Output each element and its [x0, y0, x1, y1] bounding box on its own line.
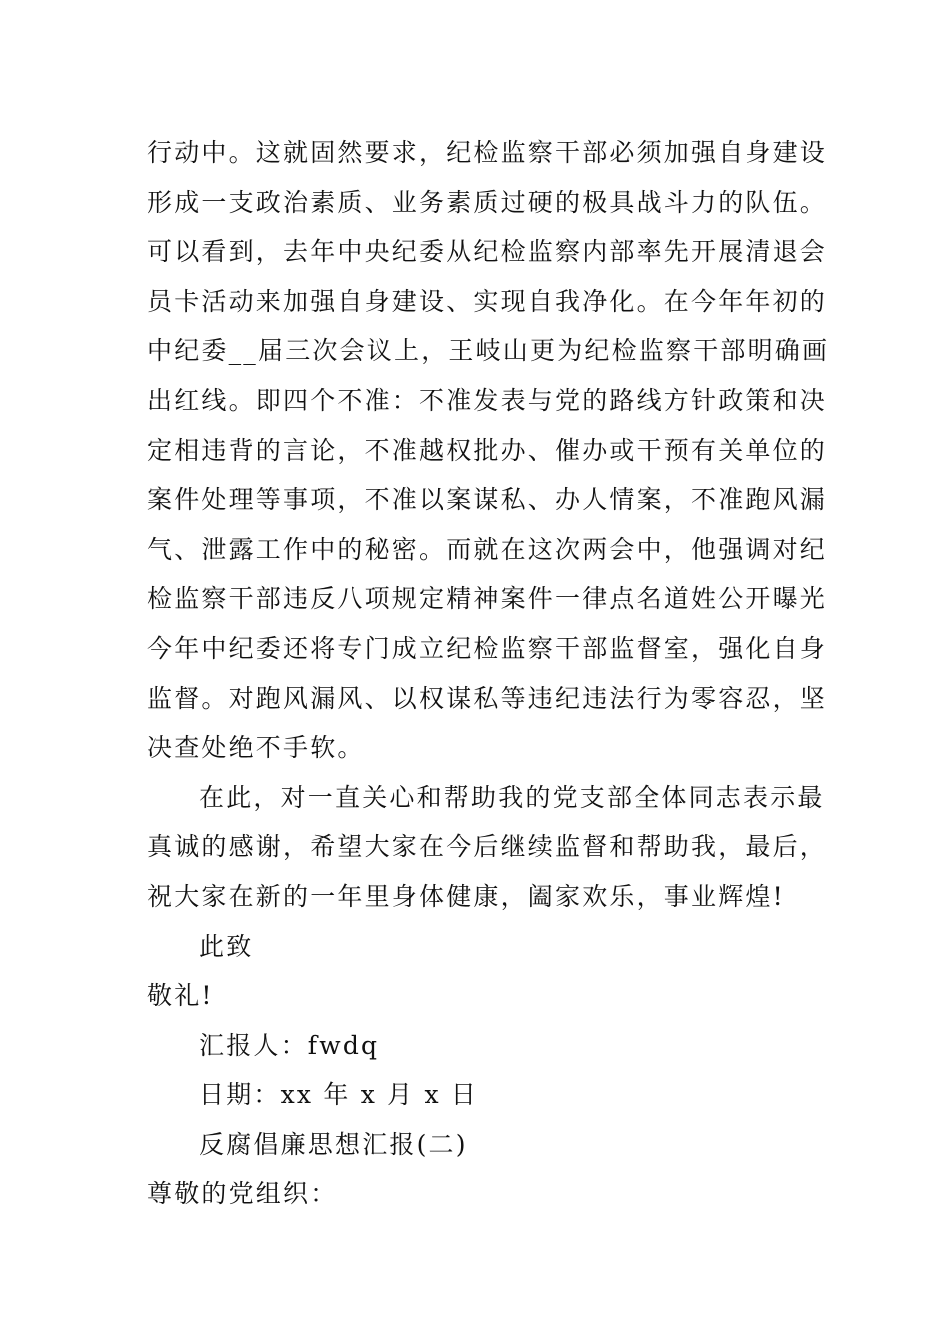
text-line: 真诚的感谢，希望大家在今后继续监督和帮助我，最后， — [147, 832, 828, 862]
document-body — [147, 128, 830, 1219]
text-line: 今年中纪委还将专门成立纪检监察干部监督室，强化自身 — [147, 633, 828, 663]
text-line: 案件处理等事项，不准以案谋私、办人情案，不准跑风漏 — [147, 485, 828, 515]
text-line: 监督。对跑风漏风、以权谋私等违纪违法行为零容忍，坚 — [147, 683, 828, 713]
text-line: 行动中。这就固然要求，纪检监察干部必须加强自身建设 — [147, 138, 828, 167]
greeting-line: 尊敬的党组织： — [147, 1179, 338, 1209]
text-line: 员卡活动来加强自身建设、实现自我净化。在今年年初的 — [147, 286, 828, 316]
text-line: 可以看到，去年中央纪委从纪检监察内部率先开展清退会 — [147, 237, 828, 267]
date-line: 日期：xx 年 x 月 x 日 — [199, 1080, 479, 1110]
closing-respect: 敬礼! — [147, 981, 214, 1011]
text-line: 定相违背的言论，不准越权批办、催办或干预有关单位的 — [147, 435, 828, 465]
section-title: 反腐倡廉思想汇报(二) — [199, 1129, 468, 1159]
text-line: 中纪委__届三次会议上，王岐山更为纪检监察干部明确画 — [147, 336, 830, 366]
text-line: 出红线。即四个不准：不准发表与党的路线方针政策和决 — [147, 385, 828, 415]
closing-salutation: 此致 — [199, 931, 254, 961]
text-line: 检监察干部违反八项规定精神案件一律点名道姓公开曝光 — [147, 584, 828, 614]
text-line: 祝大家在新的一年里身体健康，阖家欢乐，事业辉煌! — [147, 881, 785, 911]
text-line: 形成一支政治素质、业务素质过硬的极具战斗力的队伍。 — [147, 187, 828, 217]
reporter-line: 汇报人：fwdq — [199, 1030, 380, 1060]
text-line: 气、泄露工作中的秘密。而就在这次两会中，他强调对纪 — [147, 534, 828, 564]
text-line: 决查处绝不手软。 — [147, 733, 365, 763]
paragraph-thanks-line: 在此，对一直关心和帮助我的党支部全体同志表示最 — [199, 782, 825, 812]
